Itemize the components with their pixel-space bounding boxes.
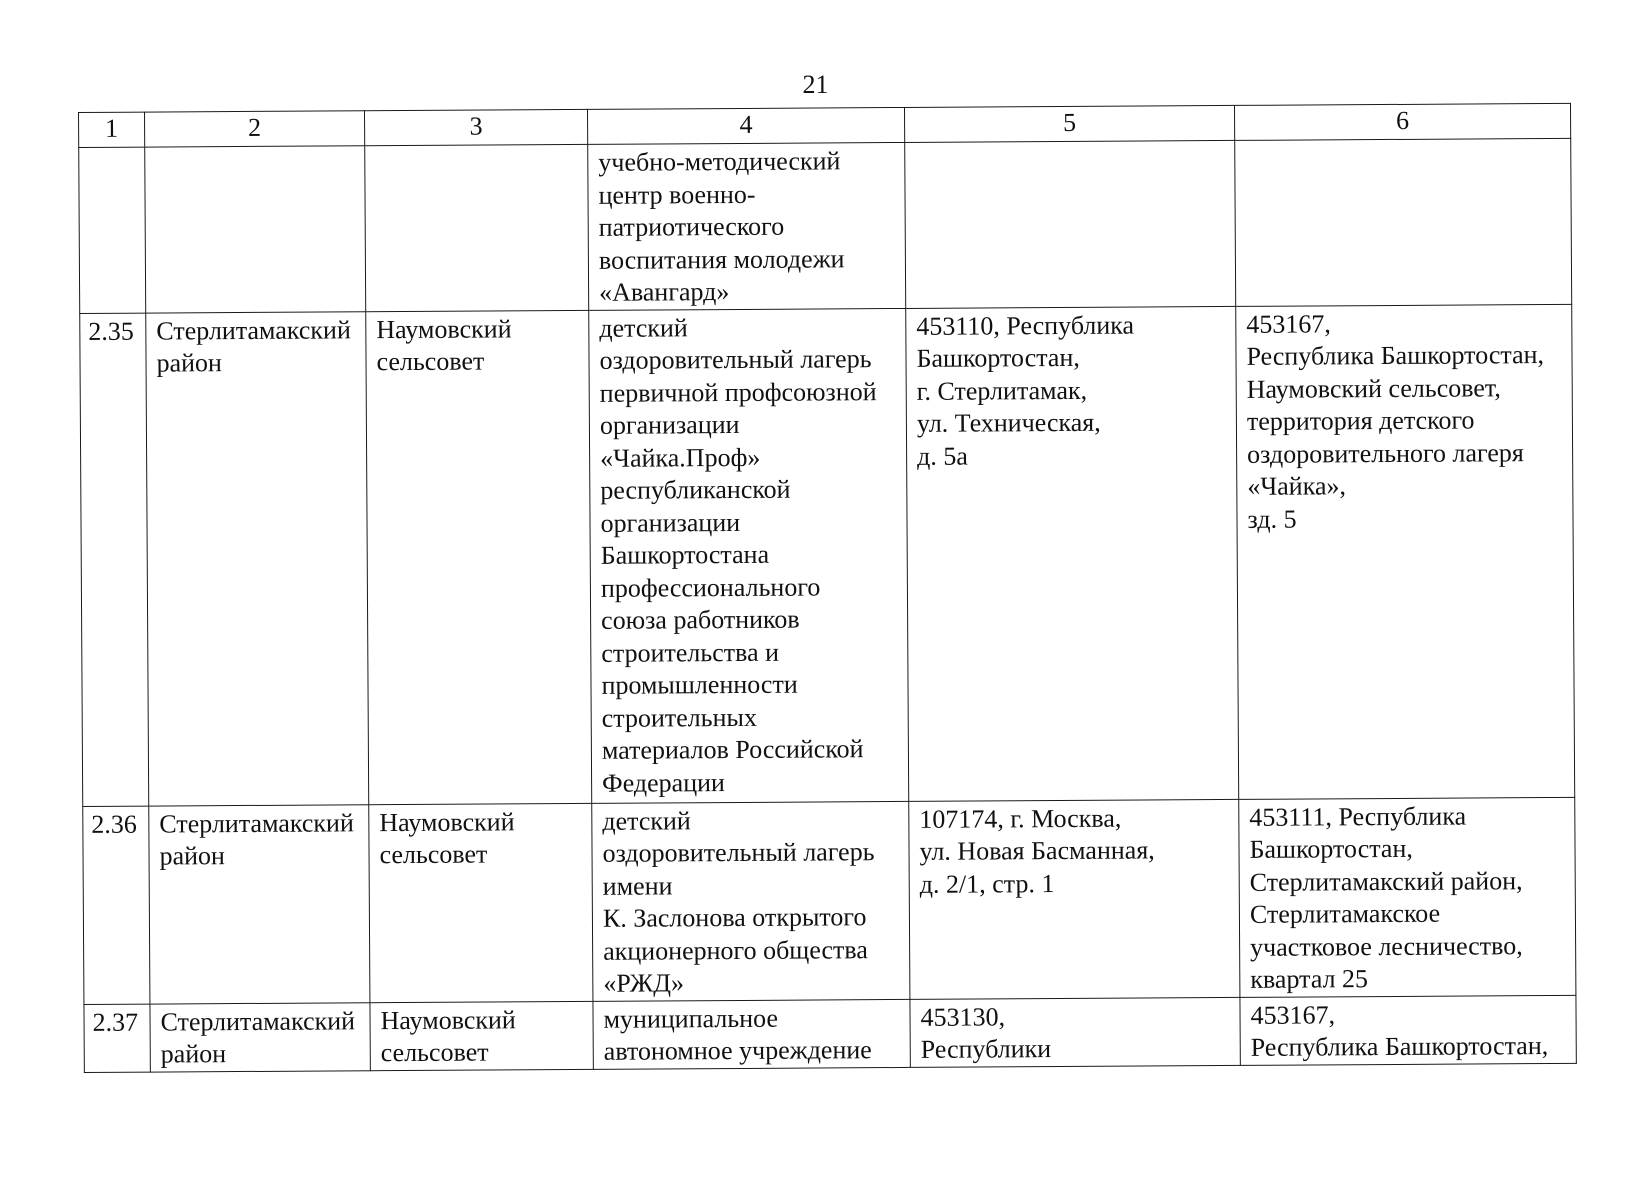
legal-address-cell: 107174, г. Москва, ул. Новая Басманная, д. 2/1, стр. 1 [909, 799, 1240, 999]
column-header-5: 5 [904, 105, 1234, 142]
column-header-2: 2 [145, 111, 365, 147]
council-cell: Наумовский сельсовет [370, 1001, 593, 1070]
table-row-continuation [79, 138, 1572, 313]
row-number-cell: 2.36 [83, 806, 150, 1004]
table-row [80, 304, 1575, 806]
district-cell: Стерлитамакский район [146, 311, 369, 805]
organization-cell: муниципальное автономное учреждение [593, 999, 910, 1069]
organization-cell: детский оздоровительный лагерь первичной профсоюзной организации «Чайка.Проф» республиканской организации Башкортостана профессионального союза работников строительства и промышленности строительных материалов Российской Федерации [589, 308, 909, 803]
actual-address-cell: 453167, Республика Башкортостан, Наумовский сельсовет, территория детского оздоровительного лагеря «Чайка», зд. 5 [1236, 304, 1575, 799]
district-cell: Стерлитамакский район [150, 1002, 370, 1071]
row-number-cell: 2.35 [80, 313, 149, 806]
page-number: 21 [802, 70, 829, 99]
actual-address-cell [1235, 138, 1572, 306]
council-cell: Наумовский сельсовет [369, 803, 593, 1002]
legal-address-cell: 453110, Республика Башкортостан, г. Стерлитамак, ул. Техническая, д. 5а [906, 306, 1239, 801]
column-header-1: 1 [79, 112, 145, 147]
district-cell [145, 146, 366, 313]
organization-cell: детский оздоровительный лагерь имени К. Заслонова открытого акционерного общества «РЖД» [592, 801, 910, 1001]
column-header-3: 3 [364, 109, 587, 145]
column-header-6: 6 [1234, 103, 1570, 140]
actual-address-cell: 453111, Республика Башкортостан, Стерлитамакский район, Стерлитамакское участковое лесничество, квартал 25 [1239, 797, 1576, 997]
table-row [84, 995, 1576, 1072]
actual-address-cell: 453167, Республика Башкортостан, [1240, 995, 1576, 1065]
column-header-4: 4 [587, 107, 904, 144]
table-row [83, 797, 1576, 1004]
council-cell: Наумовский сельсовет [366, 310, 592, 804]
row-number-cell [79, 147, 146, 313]
district-cell: Стерлитамакский район [149, 804, 370, 1003]
row-number-cell: 2.37 [84, 1004, 150, 1072]
legal-address-cell: 453130, Республики [910, 997, 1240, 1067]
organization-cell: учебно-методический центр военно- патриотического воспитания молодежи «Авангард» [588, 142, 906, 309]
camps-table [78, 103, 1577, 1073]
council-cell [365, 144, 589, 311]
legal-address-cell [905, 140, 1236, 308]
